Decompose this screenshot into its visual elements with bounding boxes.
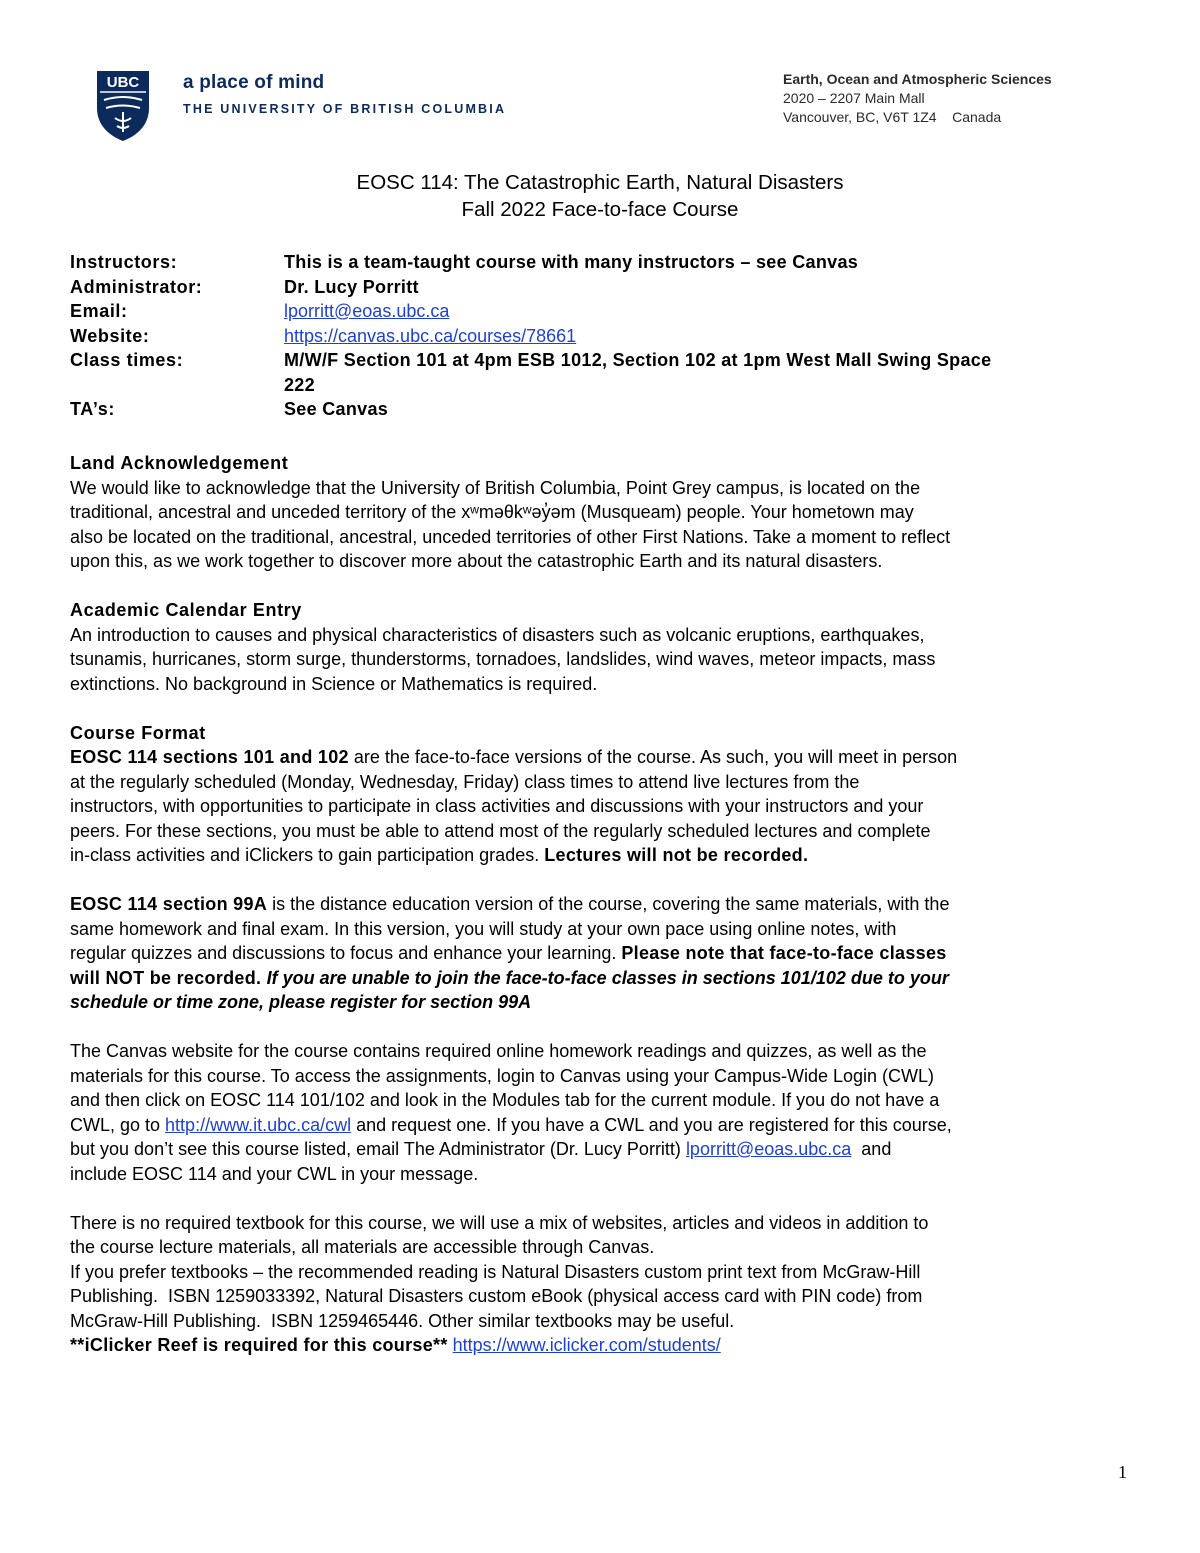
format-text: are the face-to-face versions of the course. As such, you will meet in person [348,747,958,767]
textbook-line: Publishing. ISBN 1259033392, Natural Disasters custom eBook (physical access card with PIN code) from [70,1286,923,1306]
format-p1-line [70,745,1135,770]
format-p2-line [70,941,1135,966]
website-link[interactable]: https://canvas.ubc.ca/courses/78661 [284,325,577,346]
administrator-email-link[interactable]: lporritt@eoas.ubc.ca [685,1139,852,1159]
department-address [783,70,1052,127]
page-number: 1 [1118,1462,1127,1482]
course-title [0,169,1200,223]
land-line: upon this, as we work together to discover more about the catastrophic Earth and its natural disasters. [70,551,883,571]
please-note-text: Please note that face-to-face classes [621,943,947,963]
register-99a-note: schedule or time zone, please register for section 99A [70,992,532,1012]
course-title-line-1: EOSC 114: The Catastrophic Earth, Natural Disasters [356,171,844,194]
land-acknowledgement-heading: Land Acknowledgement [70,453,289,473]
format-p2-line [70,892,1135,917]
canvas-line [70,1113,1135,1138]
ubc-crest-logo [96,70,150,142]
canvas-line: and then click on EOSC 114 101/102 and look in the Modules tab for the current module. If you do not have a [70,1090,940,1110]
format-p1-line: at the regularly scheduled (Monday, Wednesday, Friday) class times to attend live lectures from the [70,771,860,792]
logo-text: UBC [106,74,140,91]
format-p2-line [70,966,1135,991]
format-p1-line [70,843,1135,868]
class-times-label: Class times: [70,350,184,370]
format-text: is the distance education version of the course, covering the same materials, with the [267,894,950,914]
format-text: regular quizzes and discussions to focus and enhance your learning. [70,943,622,963]
land-line: We would like to acknowledge that the University of British Columbia, Point Grey campus, is located on the [70,477,921,498]
textbook-line: There is no required textbook for this course, we will use a mix of websites, articles and videos in addition to [70,1212,929,1233]
administrator-label: Administrator: [70,276,203,297]
format-p2-line: same homework and final exam. In this version, you will study at your own pace using online notes, with [70,918,897,939]
email-label: Email: [70,301,128,321]
iclicker-line [70,1333,1135,1358]
section-99a-label: EOSC 114 section 99A [70,894,268,914]
class-times-value [284,348,1114,397]
class-times-line-1: M/W/F Section 101 at 4pm ESB 1012, Section 102 at 1pm West Mall Swing Space [284,350,992,370]
register-99a-note: If you are unable to join the face-to-face classes in sections 101/102 due to your [266,967,949,988]
canvas-line: materials for this course. To access the assignments, login to Canvas using your Campus-Wide Login (CWL) [70,1065,935,1086]
course-format-heading: Course Format [70,722,206,743]
administrator-row [70,275,1114,300]
ubc-tagline: a place of mind [183,72,325,93]
ubc-university-name: THE UNIVERSITY OF BRITISH COLUMBIA [183,102,507,116]
calendar-line: extinctions. No background in Science or Mathematics is required. [70,673,598,694]
land-line: also be located on the traditional, ancestral, unceded territories of other First Nations. Take a moment to reflect [70,526,951,547]
calendar-heading: Academic Calendar Entry [70,600,302,620]
email-row [70,299,1114,324]
canvas-text: CWL, go to [70,1114,166,1135]
iclicker-link[interactable]: https://www.iclicker.com/students/ [452,1335,721,1355]
land-line: traditional, ancestral and unceded territory of the xʷməθkʷəy̓əm (Musqueam) people. Your hometown may [70,502,914,522]
format-p1-line: instructors, with opportunities to participate in class activities and discussions with your instructors and your [70,796,924,816]
canvas-text: and [851,1139,892,1159]
tas-label: TA’s: [70,399,116,419]
calendar-line: An introduction to causes and physical characteristics of disasters such as volcanic eruptions, earthquakes, [70,624,925,645]
class-times-line-2: 222 [284,374,315,395]
ubc-wordmark [183,72,506,116]
canvas-text: but you don’t see this course listed, email The Administrator (Dr. Lucy Porritt) [70,1139,686,1159]
instructors-row [70,250,1114,275]
textbook-line: the course lecture materials, all materials are accessible through Canvas. [70,1237,655,1257]
tas-row [70,397,1114,422]
canvas-line: The Canvas website for the course contains required online homework readings and quizzes, as well as the [70,1041,927,1061]
administrator-value: Dr. Lucy Porritt [284,276,419,297]
document-body [70,451,1135,1358]
not-recorded-note: Lectures will not be recorded. [544,845,809,865]
course-info-table [70,250,1114,422]
canvas-line: include EOSC 114 and your CWL in your message. [70,1163,479,1184]
calendar-line: tsunamis, hurricanes, storm surge, thunderstorms, tornadoes, landslides, wind waves, meteor impacts, mass [70,649,936,669]
cwl-link[interactable]: http://www.it.ubc.ca/cwl [165,1114,352,1135]
iclicker-required-note: **iClicker Reef is required for this course** [70,1335,448,1355]
instructors-label: Instructors: [70,252,178,272]
address-line-2: Vancouver, BC, V6T 1Z4 Canada [783,109,1002,125]
department-name: Earth, Ocean and Atmospheric Sciences [783,71,1052,87]
canvas-line [70,1137,1135,1162]
website-row [70,324,1114,349]
please-note-text: will NOT be recorded. [70,967,267,988]
course-title-line-2: Fall 2022 Face-to-face Course [461,198,739,221]
textbook-line: McGraw-Hill Publishing. ISBN 1259465446. Other similar textbooks may be useful. [70,1310,735,1331]
website-label: Website: [70,325,150,346]
address-line-1: 2020 – 2207 Main Mall [783,90,925,106]
format-p1-line: peers. For these sections, you must be able to attend most of the regularly scheduled lectures and complete [70,820,931,841]
canvas-text: and request one. If you have a CWL and you are registered for this course, [351,1114,952,1135]
format-text: in-class activities and iClickers to gain participation grades. [70,845,545,865]
instructors-value: This is a team-taught course with many instructors – see Canvas [284,252,859,272]
tas-value: See Canvas [284,399,389,419]
class-times-row [70,348,1114,397]
sections-101-102-label: EOSC 114 sections 101 and 102 [70,747,349,767]
textbook-line: If you prefer textbooks – the recommended reading is Natural Disasters custom print text from McGraw-Hill [70,1261,921,1282]
email-link[interactable]: lporritt@eoas.ubc.ca [284,301,450,321]
